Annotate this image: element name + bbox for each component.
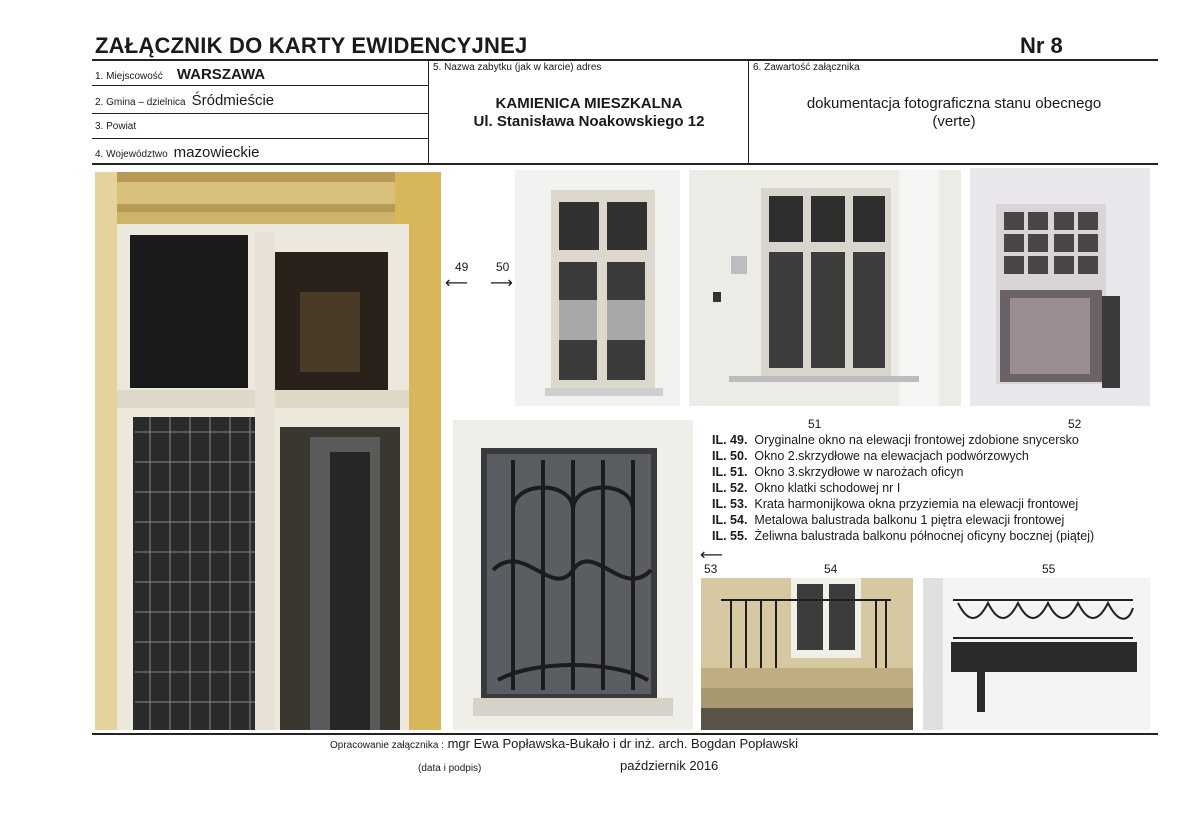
caption-55-num: IL. 55. (712, 529, 748, 543)
date-label: (data i podpis) (418, 763, 482, 774)
label-53: 53 (704, 562, 718, 576)
field-wojewodztwo (95, 144, 260, 161)
caption-53 (712, 496, 1094, 512)
label-50: 50 (496, 260, 510, 274)
caption-50-num: IL. 50. (712, 449, 748, 463)
zawartosc-line2: (verte) (932, 113, 976, 130)
row-divider-2 (92, 113, 428, 114)
zawartosc-line1: dokumentacja fotograficzna stanu obecnego (806, 95, 1102, 112)
caption-53-text: Krata harmonijkowa okna przyziemia na elewacji frontowej (754, 497, 1079, 511)
photo-53-window-grille (453, 420, 693, 730)
photo-captions (712, 432, 1094, 544)
col-divider-2 (748, 59, 749, 164)
caption-55-text: Żeliwna balustrada balkonu północnej oficyny bocznej (piątej) (754, 529, 1095, 543)
col-divider-1 (428, 59, 429, 164)
nazwa-line1: KAMIENICA MIESZKALNA (495, 95, 683, 112)
caption-52-num: IL. 52. (712, 481, 748, 495)
caption-52 (712, 480, 1094, 496)
miejscowosc-value: WARSZAWA (176, 66, 266, 83)
caption-50-text: Okno 2.skrzydłowe na elewacjach podwórzowych (754, 449, 1029, 463)
bottom-border (92, 733, 1158, 735)
nazwa-label: 5. Nazwa zabytku (jak w karcie) adres (433, 62, 602, 73)
label-55: 55 (1042, 562, 1056, 576)
table-bottom-border (92, 163, 1158, 165)
caption-52-text: Okno klatki schodowej nr I (754, 481, 901, 495)
gmina-value: Śródmieście (191, 92, 275, 109)
caption-49-text: Oryginalne okno na elewacji frontowej zdobione snycersko (754, 433, 1079, 447)
field-miejscowosc (95, 66, 265, 83)
attachment-number: Nr 8 (1020, 33, 1063, 58)
caption-49-num: IL. 49. (712, 433, 748, 447)
caption-51-num: IL. 51. (712, 465, 748, 479)
caption-54 (712, 512, 1094, 528)
field-powiat (95, 121, 136, 132)
photo-54-balcony (701, 578, 913, 730)
prepared-by: mgr Ewa Popławska-Bukało i dr inż. arch. Bogdan Popławski (447, 736, 799, 751)
table-top-border (92, 59, 1158, 61)
wojewodztwo-value: mazowieckie (173, 144, 260, 161)
caption-54-text: Metalowa balustrada balkonu 1 piętra elewacji frontowej (754, 513, 1065, 527)
label-49: 49 (455, 260, 469, 274)
arrow-right-icon: ⟶ (490, 275, 513, 292)
date-value: październik 2016 (620, 758, 719, 773)
photo-49-window (95, 172, 441, 730)
powiat-label: 3. Powiat (95, 121, 137, 132)
label-54: 54 (824, 562, 838, 576)
caption-53-num: IL. 53. (712, 497, 748, 511)
prepared-label: Opracowanie załącznika : (330, 740, 444, 751)
arrow-left-53-icon: ⟵ (700, 547, 723, 564)
miejscowosc-label: 1. Miejscowość (95, 71, 163, 82)
caption-51 (712, 464, 1094, 480)
photo-52-window (970, 168, 1150, 406)
photo-51-window (689, 170, 961, 406)
field-gmina (95, 92, 274, 109)
footer-prepared (330, 736, 798, 751)
gmina-label: 2. Gmina – dzielnica (95, 97, 186, 108)
caption-51-text: Okno 3.skrzydłowe w narożach oficyn (754, 465, 964, 479)
caption-49 (712, 432, 1094, 448)
caption-54-num: IL. 54. (712, 513, 748, 527)
photo-50-window (515, 170, 680, 406)
label-52: 52 (1068, 417, 1082, 431)
arrow-left-icon: ⟵ (445, 275, 468, 292)
wojewodztwo-label: 4. Województwo (95, 149, 168, 160)
photo-55-balcony (923, 578, 1150, 730)
row-divider-1 (92, 85, 428, 86)
caption-55 (712, 528, 1094, 544)
caption-50 (712, 448, 1094, 464)
label-51: 51 (808, 417, 822, 431)
page-title: ZAŁĄCZNIK DO KARTY EWIDENCYJNEJ (95, 33, 528, 58)
row-divider-3 (92, 138, 428, 139)
nazwa-line2: Ul. Stanisława Noakowskiego 12 (473, 113, 705, 130)
zawartosc-label: 6. Zawartość załącznika (753, 62, 860, 73)
